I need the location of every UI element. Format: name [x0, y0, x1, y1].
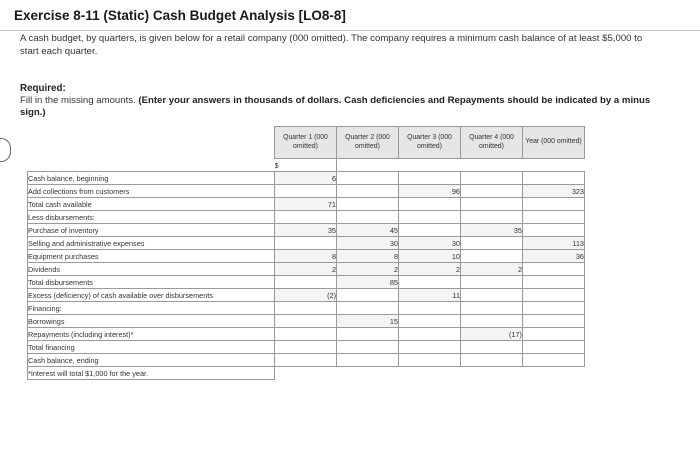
row-label: Total financing — [28, 341, 275, 354]
table-row — [28, 224, 585, 237]
column-header: Quarter 4 (000 omitted) — [461, 127, 523, 159]
table-row — [28, 315, 585, 328]
row-label: Cash balance, beginning — [28, 172, 275, 185]
row-label: Repayments (including interest)* — [28, 328, 275, 341]
table-row — [28, 198, 585, 211]
row-label: Excess (deficiency) of cash available over disbursements — [28, 289, 275, 302]
required-heading: Required: — [20, 83, 66, 94]
answer-input-cell[interactable] — [275, 211, 337, 224]
answer-input-cell[interactable] — [337, 289, 399, 302]
table-row — [28, 250, 585, 263]
answer-input-cell[interactable] — [523, 211, 585, 224]
currency-blank-cell — [28, 159, 275, 172]
column-header: Year (000 omitted) — [523, 127, 585, 159]
value-cell: 30 — [337, 237, 399, 250]
answer-input-cell[interactable] — [461, 289, 523, 302]
header-row — [28, 127, 585, 159]
value-cell: 45 — [337, 224, 399, 237]
blank-cell — [399, 367, 461, 380]
answer-input-cell[interactable] — [523, 198, 585, 211]
row-label: Dividends — [28, 263, 275, 276]
answer-input-cell[interactable] — [399, 224, 461, 237]
answer-input-cell[interactable] — [461, 302, 523, 315]
currency-blank-cell — [337, 159, 399, 172]
answer-input-cell[interactable] — [275, 341, 337, 354]
answer-input-cell[interactable] — [399, 302, 461, 315]
value-cell: 10 — [399, 250, 461, 263]
table-row — [28, 302, 585, 315]
blank-cell — [461, 367, 523, 380]
value-cell: 113 — [523, 237, 585, 250]
answer-input-cell[interactable] — [523, 354, 585, 367]
column-header: Quarter 3 (000 omitted) — [399, 127, 461, 159]
blank-cell — [275, 367, 337, 380]
value-cell: 30 — [399, 237, 461, 250]
value-cell: 36 — [523, 250, 585, 263]
title-divider — [0, 30, 700, 31]
answer-input-cell[interactable] — [523, 341, 585, 354]
row-label: Cash balance, ending — [28, 354, 275, 367]
value-cell: 96 — [399, 185, 461, 198]
answer-input-cell[interactable] — [523, 328, 585, 341]
value-cell: 71 — [275, 198, 337, 211]
answer-input-cell[interactable] — [523, 276, 585, 289]
table-row — [28, 276, 585, 289]
answer-input-cell[interactable] — [523, 289, 585, 302]
answer-input-cell[interactable] — [399, 211, 461, 224]
value-cell: 15 — [337, 315, 399, 328]
instruction-bold: (Enter your answers in thousands of dollars. Cash deficiencies and Repayments should be indicated by a minus sign.) — [20, 95, 651, 118]
answer-input-cell[interactable] — [337, 198, 399, 211]
answer-input-cell[interactable] — [399, 315, 461, 328]
answer-input-cell[interactable] — [523, 302, 585, 315]
answer-input-cell[interactable] — [461, 276, 523, 289]
answer-input-cell[interactable] — [399, 172, 461, 185]
table-row — [28, 185, 585, 198]
value-cell: 2 — [461, 263, 523, 276]
answer-input-cell[interactable] — [523, 224, 585, 237]
value-cell: 6 — [275, 172, 337, 185]
row-label: Purchase of inventory — [28, 224, 275, 237]
blank-cell — [523, 367, 585, 380]
side-panel-tab[interactable] — [0, 138, 11, 162]
currency-blank-cell — [399, 159, 461, 172]
value-cell: 323 — [523, 185, 585, 198]
answer-input-cell[interactable] — [399, 328, 461, 341]
answer-input-cell[interactable] — [461, 211, 523, 224]
answer-input-cell[interactable] — [399, 354, 461, 367]
answer-input-cell[interactable] — [461, 250, 523, 263]
answer-input-cell[interactable] — [461, 341, 523, 354]
answer-input-cell[interactable] — [461, 185, 523, 198]
value-cell: 85 — [337, 276, 399, 289]
answer-input-cell[interactable] — [461, 354, 523, 367]
answer-input-cell[interactable] — [337, 172, 399, 185]
answer-input-cell[interactable] — [337, 341, 399, 354]
table-row — [28, 289, 585, 302]
answer-input-cell[interactable] — [275, 328, 337, 341]
answer-input-cell[interactable] — [461, 198, 523, 211]
answer-input-cell[interactable] — [523, 315, 585, 328]
answer-input-cell[interactable] — [523, 263, 585, 276]
value-cell: 8 — [275, 250, 337, 263]
header-blank-cell — [28, 127, 275, 159]
table-row — [28, 341, 585, 354]
instruction-plain: Fill in the missing amounts. — [20, 95, 139, 106]
answer-input-cell[interactable] — [275, 185, 337, 198]
value-cell: 2 — [399, 263, 461, 276]
answer-input-cell[interactable] — [461, 237, 523, 250]
row-label: Total disbursements — [28, 276, 275, 289]
answer-input-cell[interactable] — [399, 341, 461, 354]
row-label: Total cash available — [28, 198, 275, 211]
answer-input-cell[interactable] — [275, 302, 337, 315]
value-cell: 2 — [275, 263, 337, 276]
value-cell: (17) — [461, 328, 523, 341]
column-header: Quarter 2 (000 omitted) — [337, 127, 399, 159]
currency-blank-cell — [461, 159, 523, 172]
value-cell: (2) — [275, 289, 337, 302]
row-label: Less disbursements: — [28, 211, 275, 224]
answer-input-cell[interactable] — [275, 237, 337, 250]
row-label: Equipment purchases — [28, 250, 275, 263]
answer-input-cell[interactable] — [337, 328, 399, 341]
row-label: Add collections from customers — [28, 185, 275, 198]
blank-cell — [337, 367, 399, 380]
column-header: Quarter 1 (000 omitted) — [275, 127, 337, 159]
footnote: *Interest will total $1,000 for the year. — [28, 367, 275, 380]
answer-input-cell[interactable] — [275, 276, 337, 289]
required-instructions — [20, 95, 670, 119]
page-title: Exercise 8-11 (Static) Cash Budget Analysis [LO8-8] — [14, 8, 346, 23]
currency-row — [28, 159, 585, 172]
currency-blank-cell — [523, 159, 585, 172]
value-cell: 35 — [275, 224, 337, 237]
answer-input-cell[interactable] — [523, 172, 585, 185]
answer-input-cell[interactable] — [275, 315, 337, 328]
value-cell: 35 — [461, 224, 523, 237]
answer-input-cell[interactable] — [461, 172, 523, 185]
table-row — [28, 172, 585, 185]
row-label: Financing: — [28, 302, 275, 315]
answer-input-cell[interactable] — [337, 211, 399, 224]
table-row — [28, 211, 585, 224]
cash-budget-table — [27, 126, 585, 380]
row-label: Selling and administrative expenses — [28, 237, 275, 250]
value-cell: 11 — [399, 289, 461, 302]
answer-input-cell[interactable] — [399, 198, 461, 211]
answer-input-cell[interactable] — [337, 354, 399, 367]
table-row — [28, 263, 585, 276]
table-row — [28, 328, 585, 341]
value-cell: 2 — [337, 263, 399, 276]
footnote-row — [28, 367, 585, 380]
answer-input-cell[interactable] — [337, 185, 399, 198]
answer-input-cell[interactable] — [461, 315, 523, 328]
answer-input-cell[interactable] — [275, 354, 337, 367]
table-row — [28, 354, 585, 367]
problem-intro: A cash budget, by quarters, is given below for a retail company (000 omitted). The company requires a minimum cash balance of at least $5,000 to start each quarter. — [20, 33, 643, 57]
row-label: Borrowings — [28, 315, 275, 328]
value-cell: 8 — [337, 250, 399, 263]
table-row — [28, 237, 585, 250]
answer-input-cell[interactable] — [399, 276, 461, 289]
answer-input-cell[interactable] — [337, 302, 399, 315]
currency-symbol: $ — [275, 159, 337, 172]
